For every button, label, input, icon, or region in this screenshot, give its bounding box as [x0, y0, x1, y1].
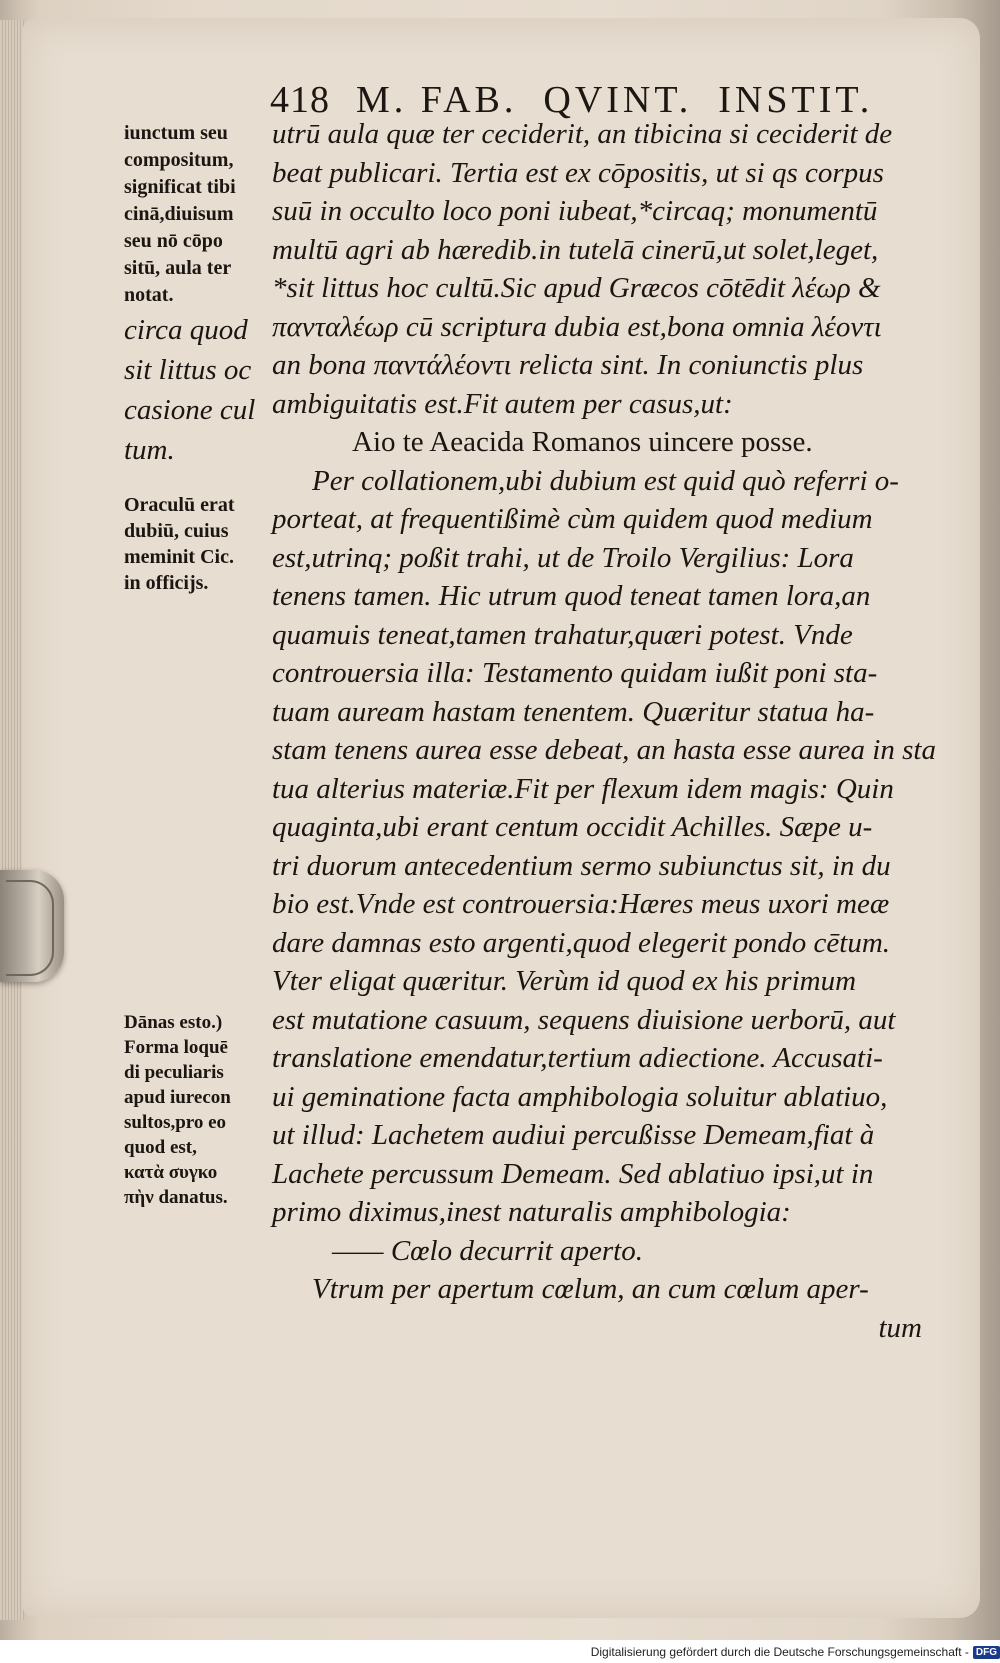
text-line: ambiguitatis est.Fit autem per casus,ut:	[272, 387, 733, 420]
text-line: tua alterius materiæ.Fit per flexum idem magis: Quin	[272, 772, 894, 805]
footer-text: Digitalisierung gefördert durch die Deutsche Forschungsgemeinschaft -	[590, 1645, 969, 1659]
margin-note-1b	[124, 310, 270, 470]
text-line: beat publicari. Tertia est ex cōpositis, ut si qs corpus	[272, 156, 884, 189]
margin-line: κατὰ συγκο	[124, 1162, 218, 1183]
text-line: πανταλέωρ cū scriptura dubia est,bona omnia λέοντι	[272, 310, 882, 343]
text-line: Per collationem,ubi dubium est quid quò referri o-	[312, 464, 899, 497]
text-line: ui geminatione facta amphibologia soluitur ablatiuo,	[272, 1080, 888, 1113]
margin-line: di peculiaris	[124, 1062, 224, 1083]
catchword: tum	[878, 1311, 922, 1344]
margin-line: tum.	[124, 434, 175, 466]
header-author: M. FAB.	[356, 79, 518, 121]
margin-line: cinā,diuisum	[124, 203, 234, 225]
margin-line: in officijs.	[124, 572, 209, 594]
margin-line: Dānas esto.)	[124, 1012, 223, 1033]
text-line: tri duorum antecedentium sermo subiunctus sit, in du	[272, 849, 891, 882]
verse-quote: Aio te Aeacida Romanos uincere posse.	[352, 426, 813, 458]
text-line: porteat, at frequentißimè cùm quidem quod medium	[272, 503, 873, 535]
text-line: est mutatione casuum, sequens diuisione uerborū, aut	[272, 1003, 896, 1036]
text-line: tuam auream hastam tenentem. Quæritur statua ha-	[272, 695, 875, 728]
header-section: INSTIT.	[718, 79, 874, 121]
margin-line: πὴν danatus.	[124, 1187, 228, 1208]
page-edges	[0, 20, 24, 1620]
text-line: multū agri ab hæredib.in tutelā cinerū,ut solet,leget,	[272, 233, 879, 266]
text-line: est,utrinq; poßit trahi, ut de Troilo Vergilius: Lora	[272, 541, 854, 574]
margin-line: significat tibi	[124, 176, 236, 198]
text-line: suū in occulto loco poni iubeat,*circaq; monumentū	[272, 195, 878, 227]
text-line: bio est.Vnde est controuersia:Hæres meus uxori meæ	[272, 888, 890, 920]
margin-line: casione cul	[124, 394, 256, 426]
margin-line: iunctum seu	[124, 122, 228, 144]
margin-line: notat.	[124, 284, 174, 306]
text-line: dare damnas esto argenti,quod elegerit pondo cētum.	[272, 926, 891, 959]
text-line: stam tenens aurea esse debeat, an hasta esse aurea in sta	[272, 734, 936, 766]
text-line: controuersia illa: Testamento quidam iußit poni sta-	[272, 657, 878, 689]
text-line: quaginta,ubi erant centum occidit Achilles. Sæpe u-	[272, 811, 873, 843]
verse-quote: —— Cœlo decurrit aperto.	[332, 1234, 643, 1267]
dfg-logo-icon: DFG	[973, 1646, 1000, 1659]
margin-line: apud iurecon	[124, 1087, 231, 1108]
margin-line: circa quod	[124, 314, 248, 346]
text-line: translatione emendatur,tertium adiectione. Accusati-	[272, 1042, 883, 1074]
margin-line: sultos,pro eo	[124, 1112, 227, 1133]
text-line: Vtrum per apertum cœlum, an cum cœlum aper-	[312, 1273, 869, 1305]
margin-line: meminit Cic.	[124, 546, 234, 568]
margin-note-2	[124, 492, 270, 596]
margin-line: quod est,	[124, 1137, 197, 1158]
text-line: quamuis teneat,tamen trahatur,quæri potest. Vnde	[272, 618, 853, 651]
text-line: utrū aula quæ ter ceciderit, an tibicina si ceciderit de	[272, 118, 893, 150]
margin-line: seu nō cōpo	[124, 230, 223, 252]
text-line: Vter eligat quæritur. Verùm id quod ex his primum	[272, 965, 857, 997]
text-line: ut illud: Lachetem audiui percußisse Demeam,fiat à	[272, 1119, 875, 1151]
margin-note-3	[124, 1010, 270, 1210]
header-work: QVINT.	[543, 79, 693, 121]
margin-note-1	[124, 120, 270, 309]
text-line: Lachete percussum Demeam. Sed ablatiuo ipsi,ut in	[272, 1157, 874, 1190]
text-line: primo diximus,inest naturalis amphibologia:	[272, 1196, 791, 1228]
main-text-block	[272, 115, 936, 1347]
margin-line: Oraculū erat	[124, 494, 235, 516]
text-line: *sit littus hoc cultū.Sic apud Græcos cōtēdit λέωρ &	[272, 272, 881, 304]
margin-line: compositum,	[124, 149, 234, 171]
page-number: 418	[270, 79, 330, 121]
text-line: tenens tamen. Hic utrum quod teneat tamen lora,an	[272, 580, 871, 612]
book-clasp	[0, 870, 64, 982]
margin-line: sitū, aula ter	[124, 257, 232, 279]
text-line: an bona παντάλέοντι relicta sint. In coniunctis plus	[272, 349, 864, 381]
margin-line: Forma loquē	[124, 1037, 228, 1058]
margin-line: dubiū, cuius	[124, 520, 229, 542]
digitization-footer	[560, 1645, 1000, 1659]
margin-line: sit littus oc	[124, 354, 252, 386]
clasp-ring	[6, 880, 54, 976]
